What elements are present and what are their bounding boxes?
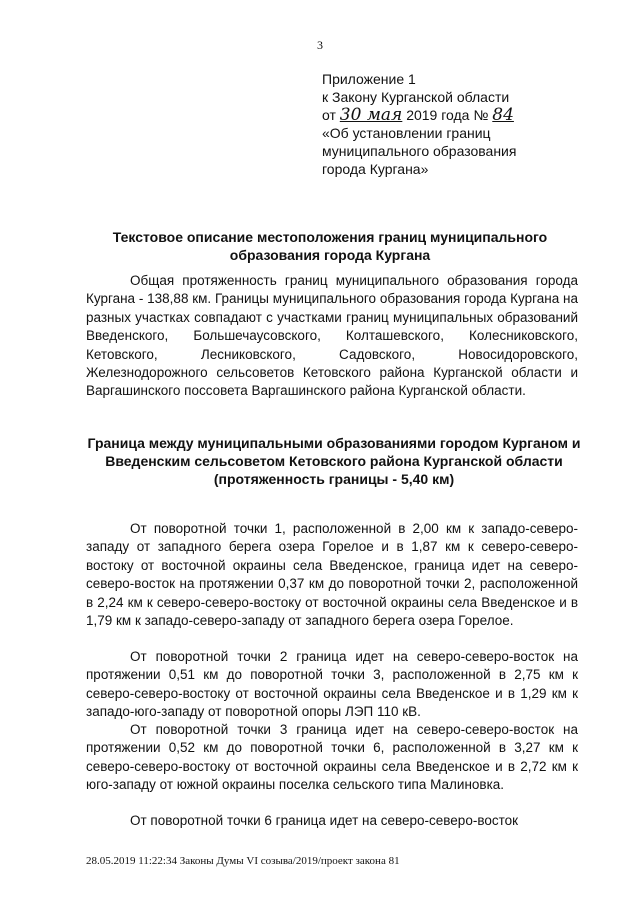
appendix-line-1: Приложение 1 [322, 71, 416, 87]
paragraph-2: От поворотной точки 2 граница идет на северо-северо-восток на протяжении 0,51 км до поворотной точки 3, расположенной в 2,75 км к северо-северо-востоку от восточной окраины села Введенское и в 1,29 км к западо-юго-западу от поворотной опоры ЛЭП 110 кВ. [86, 649, 578, 720]
appendix-date-line [322, 106, 592, 124]
paragraph-1: От поворотной точки 1, расположенной в 2,00 км к западо-северо-западу от западного берега озера Горелое и в 1,87 км к северо-северо-востоку от восточной окраины села Введенское, граница идет на северо-северо-восток на протяжении 0,37 км до поворотной точки 2, расположенной в 2,24 км к северо-северо-востоку от восточной окраины села Введенское и в 1,79 км к западо-северо-западу от западного берега озера Горелое. [86, 521, 578, 629]
appendix-block [322, 70, 592, 178]
date-year: 2019 года № [406, 107, 489, 123]
footer-stamp: 28.05.2019 11:22:34 Законы Думы VI созыва/2019/проект закона 81 [86, 855, 400, 867]
date-prefix: от [322, 107, 336, 123]
paragraph-3: От поворотной точки 3 граница идет на северо-северо-восток на протяжении 0,52 км до поворотной точки 6, расположенной в 3,27 км к северо-северо-востоку от восточной окраины села Введенское и в 2,72 км к юго-западу от южной окраины поселка сельского типа Малиновка. [86, 722, 578, 793]
section-heading [84, 434, 584, 488]
section-title: Граница между муниципальными образованиями городом Курганом и Введенским сельсоветом Кетовского района Курганской области [87, 435, 581, 469]
appendix-line-4: «Об установлении границ [322, 125, 491, 141]
section-subtitle: (протяженность границы - 5,40 км) [213, 471, 455, 487]
appendix-line-5: муниципального образования [322, 143, 517, 159]
document-title: Текстовое описание местоположения границ муниципального образования города Кургана [112, 229, 548, 263]
appendix-line-6: города Кургана» [322, 161, 429, 177]
paragraph-4: От поворотной точки 6 граница идет на северо-северо-восток [130, 813, 519, 828]
handwritten-number: 84 [492, 105, 514, 125]
appendix-line-2: к Закону Курганской области [322, 89, 510, 105]
handwritten-date: 30 мая [339, 105, 403, 125]
intro-paragraph: Общая протяженность границ муниципального образования города Кургана - 138,88 км. Границы муниципального образования города Кургана на разных участках совпадают с участками границ муниципальных образований Введенского, Большечаусовского, Колташевского, Колесниковского, Кетовского, Лесниковского, Садовского, Новосидоровского, Железнодорожного сельсоветов Кетовского района Курганской области и Варгашинского поссовета Варгашинского района Курганской области. [86, 273, 578, 399]
page-number: 3 [317, 38, 323, 52]
